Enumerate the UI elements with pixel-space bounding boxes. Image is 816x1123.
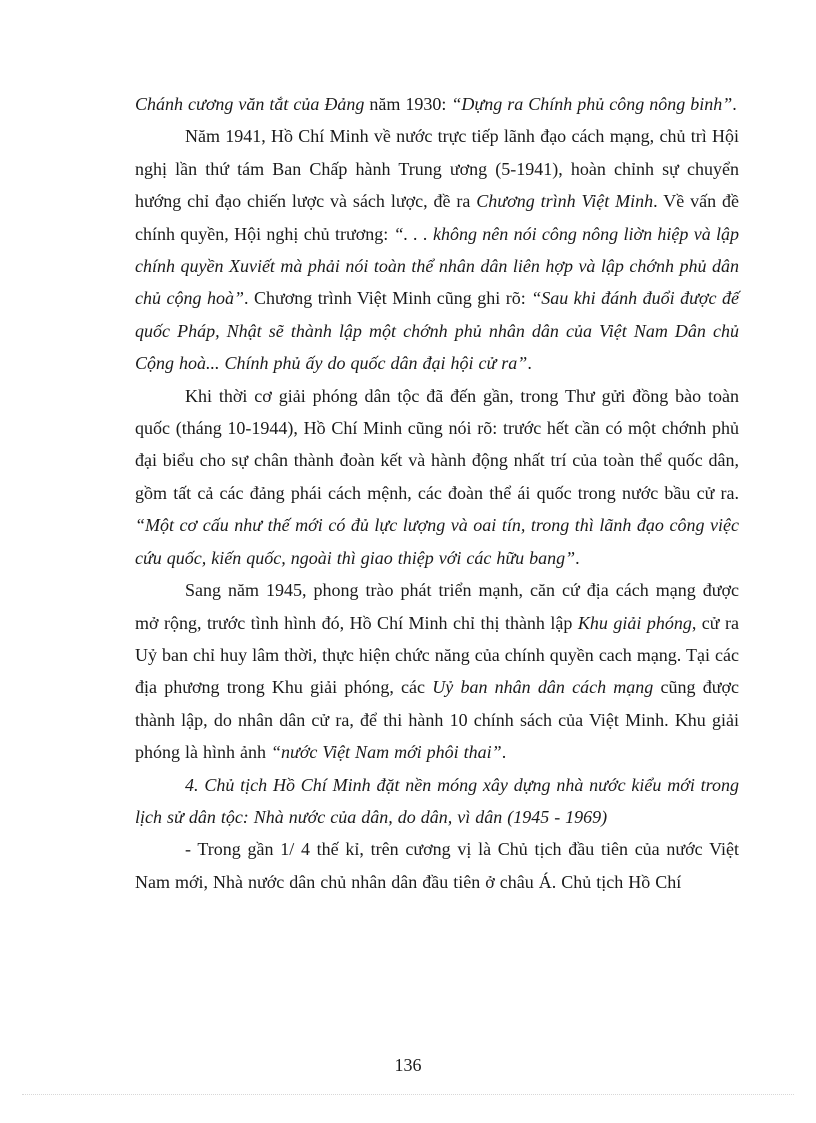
body-text: Khi thời cơ giải phóng dân tộc đã đến gần, trong Thư gửi đồng bào toàn quốc (tháng 10-1944), Hồ Chí Minh cũng nói rõ: trước hết cần có một chớnh phủ đại biểu cho sự chân thành đoàn kết và hành động nhất trí của toàn thể quốc dân, gồm tất cả các đảng phái cách mệnh, các đoàn thể ái quốc trong nước bầu cử ra. [135,385,739,503]
section-heading: 4. Chủ tịch Hồ Chí Minh đặt nền móng xây dựng nhà nước kiểu mới trong lịch sử dân tộc: Nhà nước của dân, do dân, vì dân (1945 - 1969) [135,774,739,827]
italic-text: Khu giải phóng [577,612,692,633]
quote-text: “nước Việt Nam mới phôi thai” [270,742,502,763]
paragraph-6: - Trong gần 1/ 4 thế kỉ, trên cương vị là Chủ tịch đầu tiên của nước Việt Nam mới, Nhà nước dân chủ nhân dân đầu tiên ở châu Á. Chủ tịch Hồ Chí [135,839,739,892]
quote-text: “Sau khi đánh đuổi được đế quốc Pháp, Nhật sẽ thành lập một chớnh phủ nhân dân của Việt Nam Dân chủ Cộng hoà... Chính phủ ấy do quốc dân đại hội cử ra” [135,288,740,374]
page-bottom-divider [22,1094,794,1095]
paragraph-1 [135,88,739,120]
quote-text: “Dựng ra Chính phủ công nông binh” [451,94,733,114]
paragraph-2 [135,120,739,379]
page-number: 136 [394,1055,422,1075]
paragraph-4 [135,574,739,768]
body-text: . [575,547,580,568]
body-text: , cử ra Uỷ ban chỉ huy lâm thời, thực hiện chức năng của chính quyền cach mạng. Tại các địa phương trong Khu giải phóng, các [135,612,739,698]
body-text: . Về vấn đề chính quyền, Hội nghị chủ trương: [135,191,739,244]
body-text: . [501,742,507,763]
body-text: . Chương trình Việt Minh cũng ghi rõ: [243,288,532,309]
body-text: Sang năm 1945, phong trào phát triển mạnh, căn cứ địa cách mạng được mở rộng, trước tình hình đó, Hồ Chí Minh chỉ thị thành lập [135,580,739,633]
italic-text: Chánh cương văn tắt của Đảng [135,94,365,114]
quote-text: “Một cơ cấu như thế mới có đủ lực lượng và oai tín, trong thì lãnh đạo công việc cứu quốc, kiến quốc, ngoài thì giao thiệp với các hữu bang” [135,515,739,568]
document-body [135,88,739,898]
body-text: . [527,353,532,374]
body-text: . [732,94,737,114]
paragraph-3 [135,380,739,574]
body-text: cũng được thành lập, do nhân dân cử ra, để thi hành 10 chính sách của Việt Minh. Khu giải phóng là hình ảnh [135,677,740,763]
quote-text: “. . . không nên nói công nông liờn hiệp và lập chính quyền Xuviết mà phải nói toàn thể nhân dân liên hợp và lập chớnh phủ dân chủ cộng hoà” [135,223,739,309]
body-text: năm 1930: [364,94,452,114]
italic-text: Chương trình Việt Minh [476,191,654,212]
italic-text: Uỷ ban nhân dân cách mạng [432,677,654,698]
body-text: Năm 1941, Hồ Chí Minh về nước trực tiếp lãnh đạo cách mạng, chủ trì Hội nghị lần thứ tám Ban Chấp hành Trung ương (5-1941), hoàn chỉnh sự chuyển hướng chỉ đạo chiến lược và sách lược, đề ra [135,126,739,212]
